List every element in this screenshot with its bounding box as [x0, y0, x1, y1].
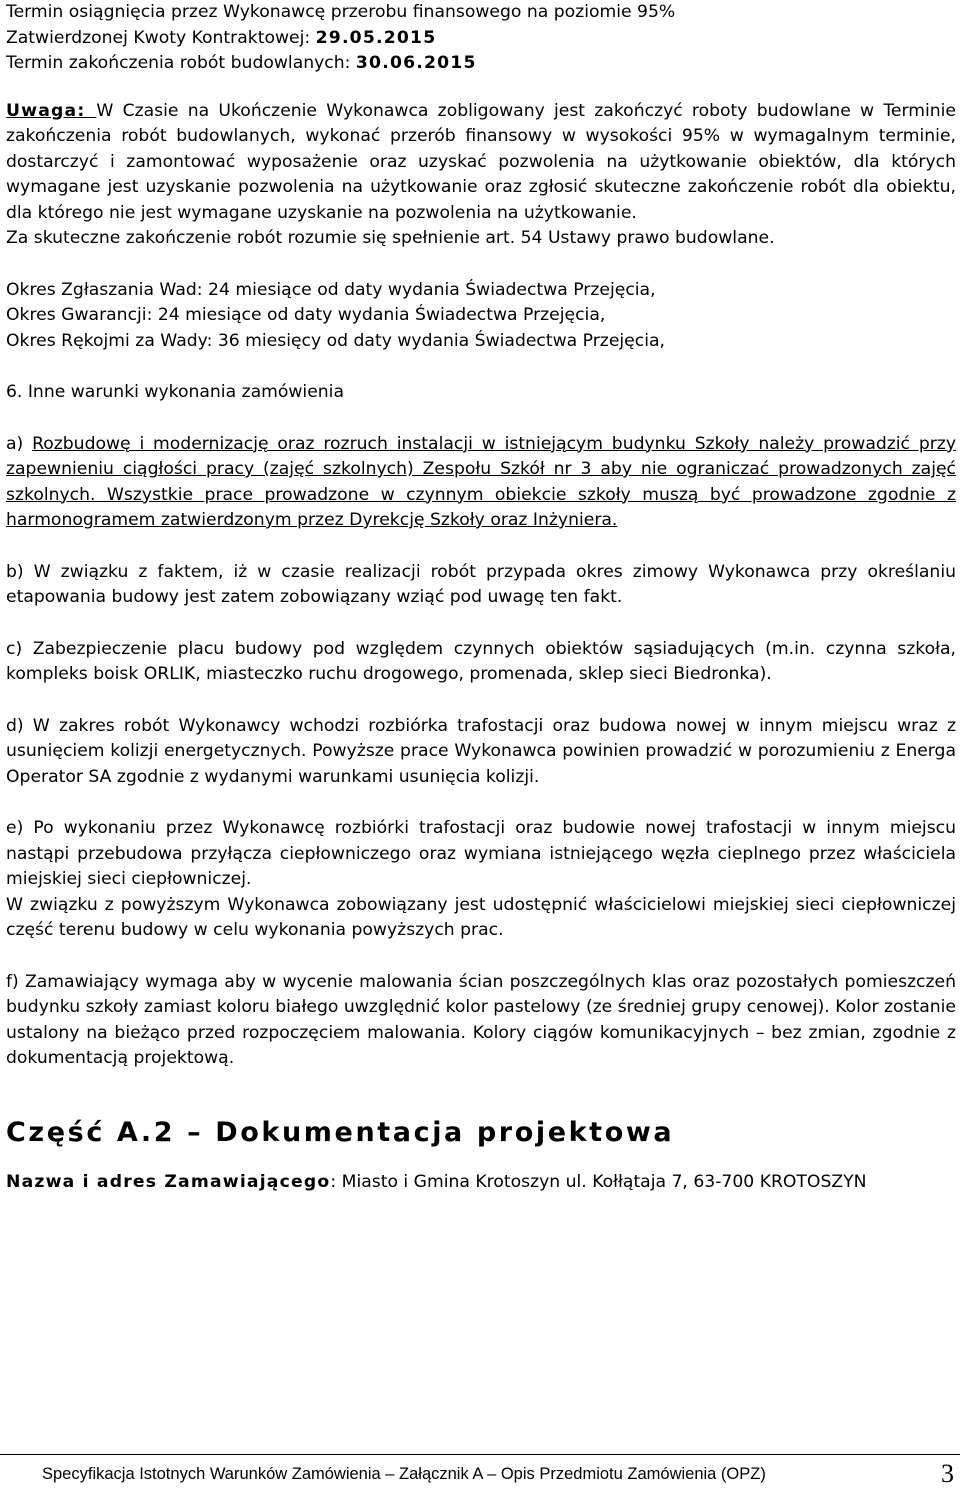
milestone-date-2: 29.05.2015: [315, 27, 437, 48]
uwaga-paragraph: [6, 99, 956, 227]
milestone-label-2: Zatwierdzonej Kwoty Kontraktowej:: [6, 27, 316, 48]
milestone-line-1: Termin osiągnięcia przez Wykonawcę przerobu finansowego na poziomie 95%: [6, 2, 676, 22]
item-d: d) W zakres robót Wykonawcy wchodzi rozbiórka trafostacji oraz budowa nowej w innym miejscu wraz z usunięciem kolizji energetycznych. Powyższe prace Wykonawca powinien prowadzić w porozumieniu z Energa Operator SA zgodnie z wydanymi warunkami usunięcia kolizji.: [6, 715, 956, 787]
item-a-text: Rozbudowę i modernizację oraz rozruch instalacji w istniejącym budynku Szkoły należy prowadzić przy zapewnieniu ciągłości pracy (zajęć szkolnych) Zespołu Szkół nr 3 aby nie ograniczać prowadzonych zajęć szkolnych. Wszystkie prace prowadzone w czynnym obiekcie szkoły muszą być prowadzone zgodnie z harmonogramem zatwierdzonym przez Dyrekcję Szkoły oraz Inżyniera.: [6, 433, 956, 530]
uwaga-label: Uwaga:: [6, 100, 97, 121]
uwaga-text: W Czasie na Ukończenie Wykonawca zobligowany jest zakończyć roboty budowlane w Terminie zakończenia robót budowlanych, wykonać przerób finansowy w wysokości 95% w wymagalnym terminie, dostarczyć i zamontować wyposażenie oraz uzyskać pozwolenia na użytkowanie obiektów, dla których wymagane jest uzyskanie pozwolenia na użytkowanie oraz zgłosić skuteczne zakończenie robót dla obiektu, dla którego nie jest wymagane uzyskanie na pozwolenia na użytkowanie.: [6, 100, 956, 223]
section-6-title: 6. Inne warunki wykonania zamówienia: [6, 382, 344, 402]
item-b: b) W związku z faktem, iż w czasie realizacji robót przypada okres zimowy Wykonawca przy określaniu etapowania budowy jest zatem zobowiązany wziąć pod uwagę ten fakt.: [6, 561, 956, 607]
milestone-line-2: [6, 26, 956, 52]
item-f: f) Zamawiający wymaga aby w wycenie malowania ścian poszczególnych klas oraz pozostałych pomieszczeń budynku szkoły zamiast koloru białego uwzględnić kolor pastelowy (ze średniej grupy cenowej). Kolor zostanie ustalony na bieżąco przed rozpoczęciem malowania. Kolory ciągów komunikacyjnych – bez zmian, zgodnie z dokumentacją projektową.: [6, 971, 956, 1068]
completion-label: Termin zakończenia robót budowlanych:: [6, 53, 356, 73]
zamawiajacy-line: [6, 1170, 956, 1196]
okres-gwarancji: Okres Gwarancji: 24 miesiące od daty wydania Świadectwa Przejęcia,: [6, 305, 606, 325]
part-a2-heading: Część A.2 – Dokumentacja projektowa: [6, 1116, 675, 1148]
okres-rekojmi: Okres Rękojmi za Wady: 36 miesięcy od daty wydania Świadectwa Przejęcia,: [6, 330, 665, 351]
item-e: e) Po wykonaniu przez Wykonawcę rozbiórki trafostacji oraz budowie nowej trafostacji w innym miejscu nastąpi przebudowa przyłącza ciepłowniczego oraz wymiana istniejącego węzła cieplnego przez właściciela miejskiej sieci ciepłowniczej.: [6, 818, 956, 889]
item-a-prefix: a): [6, 433, 33, 454]
item-a: [6, 432, 956, 534]
zamawiajacy-label: Nazwa i adres Zamawiającego: [6, 1171, 331, 1192]
page-number: 3: [941, 1459, 954, 1488]
uwaga-note: Za skuteczne zakończenie robót rozumie się spełnienie art. 54 Ustawy prawo budowlane.: [6, 228, 775, 248]
completion-date: 30.06.2015: [355, 53, 477, 73]
document-body: [6, 0, 956, 1195]
completion-line: [6, 51, 956, 77]
item-c: c) Zabezpieczenie placu budowy pod względem czynnych obiektów sąsiadujących (m.in. czynna szkoła, kompleks boisk ORLIK, miasteczko ruchu drogowego, promenada, sklep sieci Biedronka).: [6, 638, 956, 684]
footer-text: Specyfikacja Istotnych Warunków Zamówienia – Załącznik A – Opis Przedmiotu Zamówienia (OPZ): [42, 1465, 766, 1483]
okres-zglaszania-wad: Okres Zgłaszania Wad: 24 miesiące od daty wydania Świadectwa Przejęcia,: [6, 279, 656, 300]
page-footer: [0, 1454, 960, 1488]
zamawiajacy-value: : Miasto i Gmina Krotoszyn ul. Kołłątaja 7, 63-700 KROTOSZYN: [330, 1171, 867, 1192]
item-e-continued: W związku z powyższym Wykonawca zobowiązany jest udostępnić właścicielowi miejskiej sieci ciepłowniczej część terenu budowy w celu wykonania powyższych prac.: [6, 894, 956, 940]
